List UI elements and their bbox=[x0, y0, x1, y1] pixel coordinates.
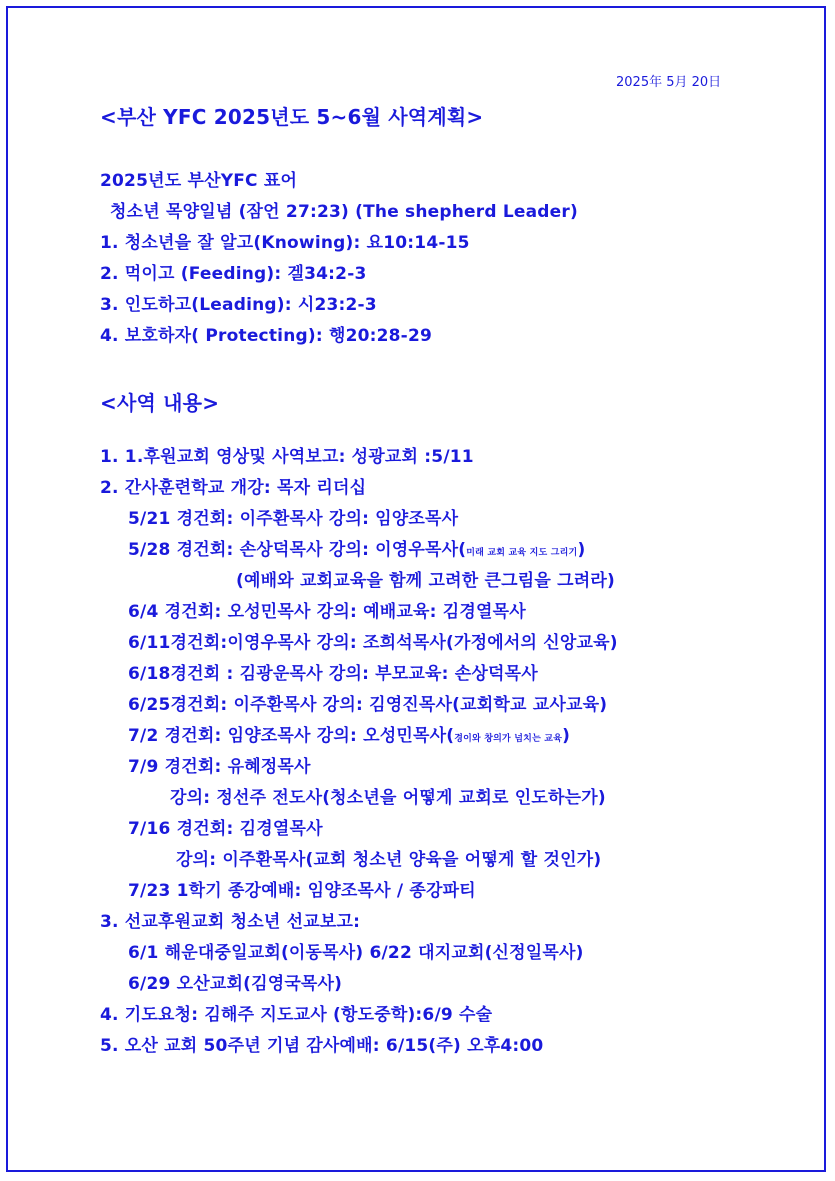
content-item: 2. 간사훈련학교 개강: 목자 리더십 bbox=[100, 478, 367, 498]
schedule-item: 6/25경건회: 이주환목사 강의: 김영진목사(교회학교 교사교육) bbox=[128, 695, 608, 715]
schedule-note-line: (예배와 교회교육을 함께 고려한 큰그림을 그려라) bbox=[236, 571, 615, 591]
schedule-paren: ) bbox=[577, 540, 586, 560]
schedule-lecture: 강의: 정선주 전도사(청소년을 어떻게 교회로 인도하는가) bbox=[170, 788, 606, 808]
schedule-note: 경이와 창의가 넘치는 교육 bbox=[454, 734, 563, 744]
schedule-item: 7/9 경건회: 유혜정목사 bbox=[128, 757, 311, 777]
schedule-item bbox=[128, 725, 570, 750]
schedule-note: 미래 교회 교육 지도 그리기 bbox=[466, 548, 578, 558]
schedule-text: 5/28 경건회: 손상덕목사 강의: 이영우목사( bbox=[128, 540, 467, 560]
content-item: 3. 선교후원교회 청소년 선교보고: bbox=[100, 912, 361, 932]
motto-heading: 2025년도 부산YFC 표어 bbox=[100, 171, 298, 191]
schedule-item: 5/21 경건회: 이주환목사 강의: 임양조목사 bbox=[128, 509, 459, 529]
motto-item: 2. 먹이고 (Feeding): 겔34:2-3 bbox=[100, 264, 367, 284]
content-item: 5. 오산 교회 50주년 기념 감사예배: 6/15(주) 오후4:00 bbox=[100, 1036, 544, 1056]
motto-item: 1. 청소년을 잘 알고(Knowing): 요10:14-15 bbox=[100, 233, 470, 253]
schedule-text: 7/2 경건회: 임양조목사 강의: 오성민목사( bbox=[128, 726, 455, 746]
content-item: 4. 기도요청: 김해주 지도교사 (항도중학):6/9 수술 bbox=[100, 1005, 493, 1025]
motto-item: 3. 인도하고(Leading): 시23:2-3 bbox=[100, 295, 377, 315]
schedule-item bbox=[128, 539, 585, 564]
schedule-item: 6/18경건회 : 김광운목사 강의: 부모교육: 손상덕목사 bbox=[128, 664, 538, 684]
schedule-item: 6/4 경건회: 오성민목사 강의: 예배교육: 김경열목사 bbox=[128, 602, 526, 622]
content-item: 1. 1.후원교회 영상및 사역보고: 성광교회 :5/11 bbox=[100, 447, 474, 467]
section-title: <사역 내용> bbox=[100, 391, 220, 415]
document-date: 2025年 5月 20日 bbox=[616, 75, 722, 90]
schedule-item: 7/23 1학기 종강예배: 임양조목사 / 종강파티 bbox=[128, 881, 476, 901]
motto-item: 4. 보호하자( Protecting): 행20:28-29 bbox=[100, 326, 432, 346]
schedule-item: 6/11경건회:이영우목사 강의: 조희석목사(가정에서의 신앙교육) bbox=[128, 633, 618, 653]
mission-report-item: 6/29 오산교회(김영국목사) bbox=[128, 974, 343, 994]
schedule-item: 7/16 경건회: 김경열목사 bbox=[128, 819, 323, 839]
mission-report-item: 6/1 해운대중일교회(이동목사) 6/22 대지교회(신정일목사) bbox=[128, 943, 584, 963]
schedule-paren: ) bbox=[562, 726, 571, 746]
schedule-lecture: 강의: 이주환목사(교회 청소년 양육을 어떻게 할 것인가) bbox=[176, 850, 602, 870]
motto-subtitle: 청소년 목양일념 (잠언 27:23) (The shepherd Leader) bbox=[110, 202, 578, 222]
document-title: <부산 YFC 2025년도 5~6월 사역계획> bbox=[100, 105, 484, 129]
